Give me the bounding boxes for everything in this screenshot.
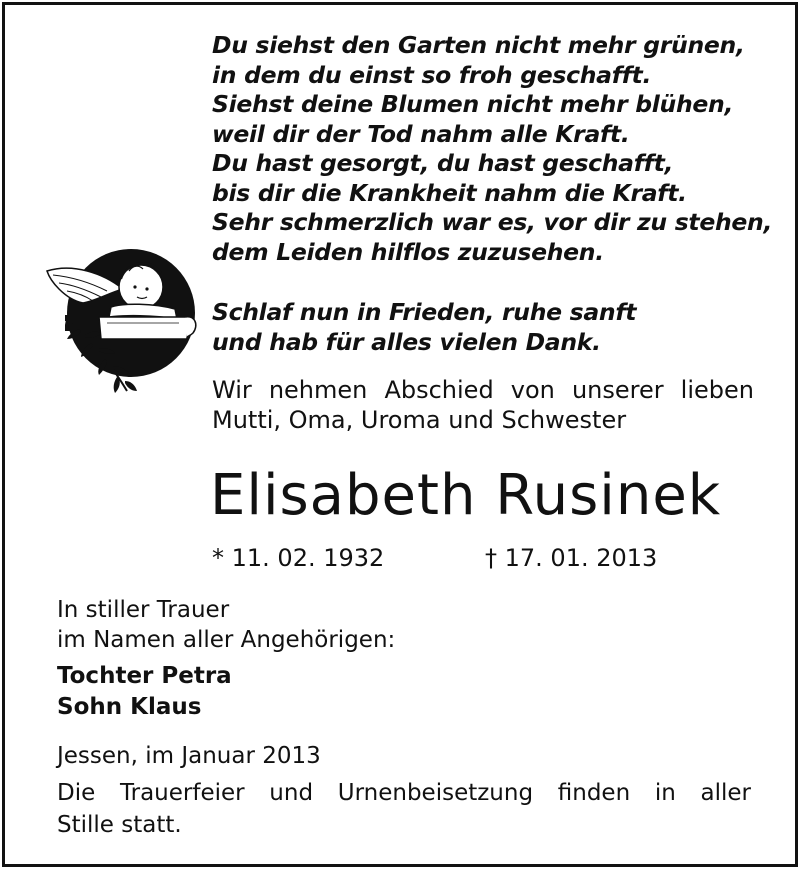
mourning-statement: [57, 595, 395, 655]
poem-line: bis dir die Krankheit nahm die Kraft.: [212, 178, 687, 207]
family-members: [57, 661, 232, 723]
intro-line: Wir nehmen Abschied von unserer lieben: [212, 376, 754, 404]
farewell-intro: [212, 375, 754, 435]
poem-line: in dem du einst so froh geschafft.: [212, 60, 652, 89]
place-date: Jessen, im Januar 2013: [57, 743, 321, 769]
poem-line: und hab für alles vielen Dank.: [212, 327, 601, 356]
deceased-name: Elisabeth Rusinek: [210, 463, 722, 528]
poem-line: weil dir der Tod nahm alle Kraft.: [212, 119, 630, 148]
poem-line: Du siehst den Garten nicht mehr grünen,: [212, 31, 745, 59]
poem-line: Du hast gesorgt, du hast geschafft,: [212, 149, 674, 177]
poem-stanza-1: [212, 31, 782, 267]
mourning-line: In stiller Trauer: [57, 597, 230, 623]
poem-line: Siehst deine Blumen nicht mehr blühen,: [212, 90, 734, 118]
family-member: Sohn Klaus: [57, 694, 202, 720]
birth-date: * 11. 02. 1932: [212, 544, 385, 572]
ceremony-note: [57, 777, 751, 841]
poem-line: dem Leiden hilflos zuzusehen.: [212, 237, 604, 266]
family-member: Tochter Petra: [57, 663, 232, 689]
ceremony-line: Stille statt.: [57, 812, 182, 838]
poem-line: Schlaf nun in Frieden, ruhe sanft: [212, 298, 637, 326]
mourning-line: im Namen aller Angehörigen:: [57, 627, 396, 653]
death-date: † 17. 01. 2013: [485, 544, 658, 572]
angel-icon: [43, 243, 203, 398]
poem-line: Sehr schmerzlich war es, vor dir zu stehen,: [212, 208, 773, 236]
poem-stanza-2: [212, 298, 636, 357]
obituary-notice: [2, 2, 798, 867]
ceremony-line: Die Trauerfeier und Urnenbeisetzung finden in aller: [57, 780, 751, 806]
intro-line: Mutti, Oma, Uroma und Schwester: [212, 406, 627, 434]
